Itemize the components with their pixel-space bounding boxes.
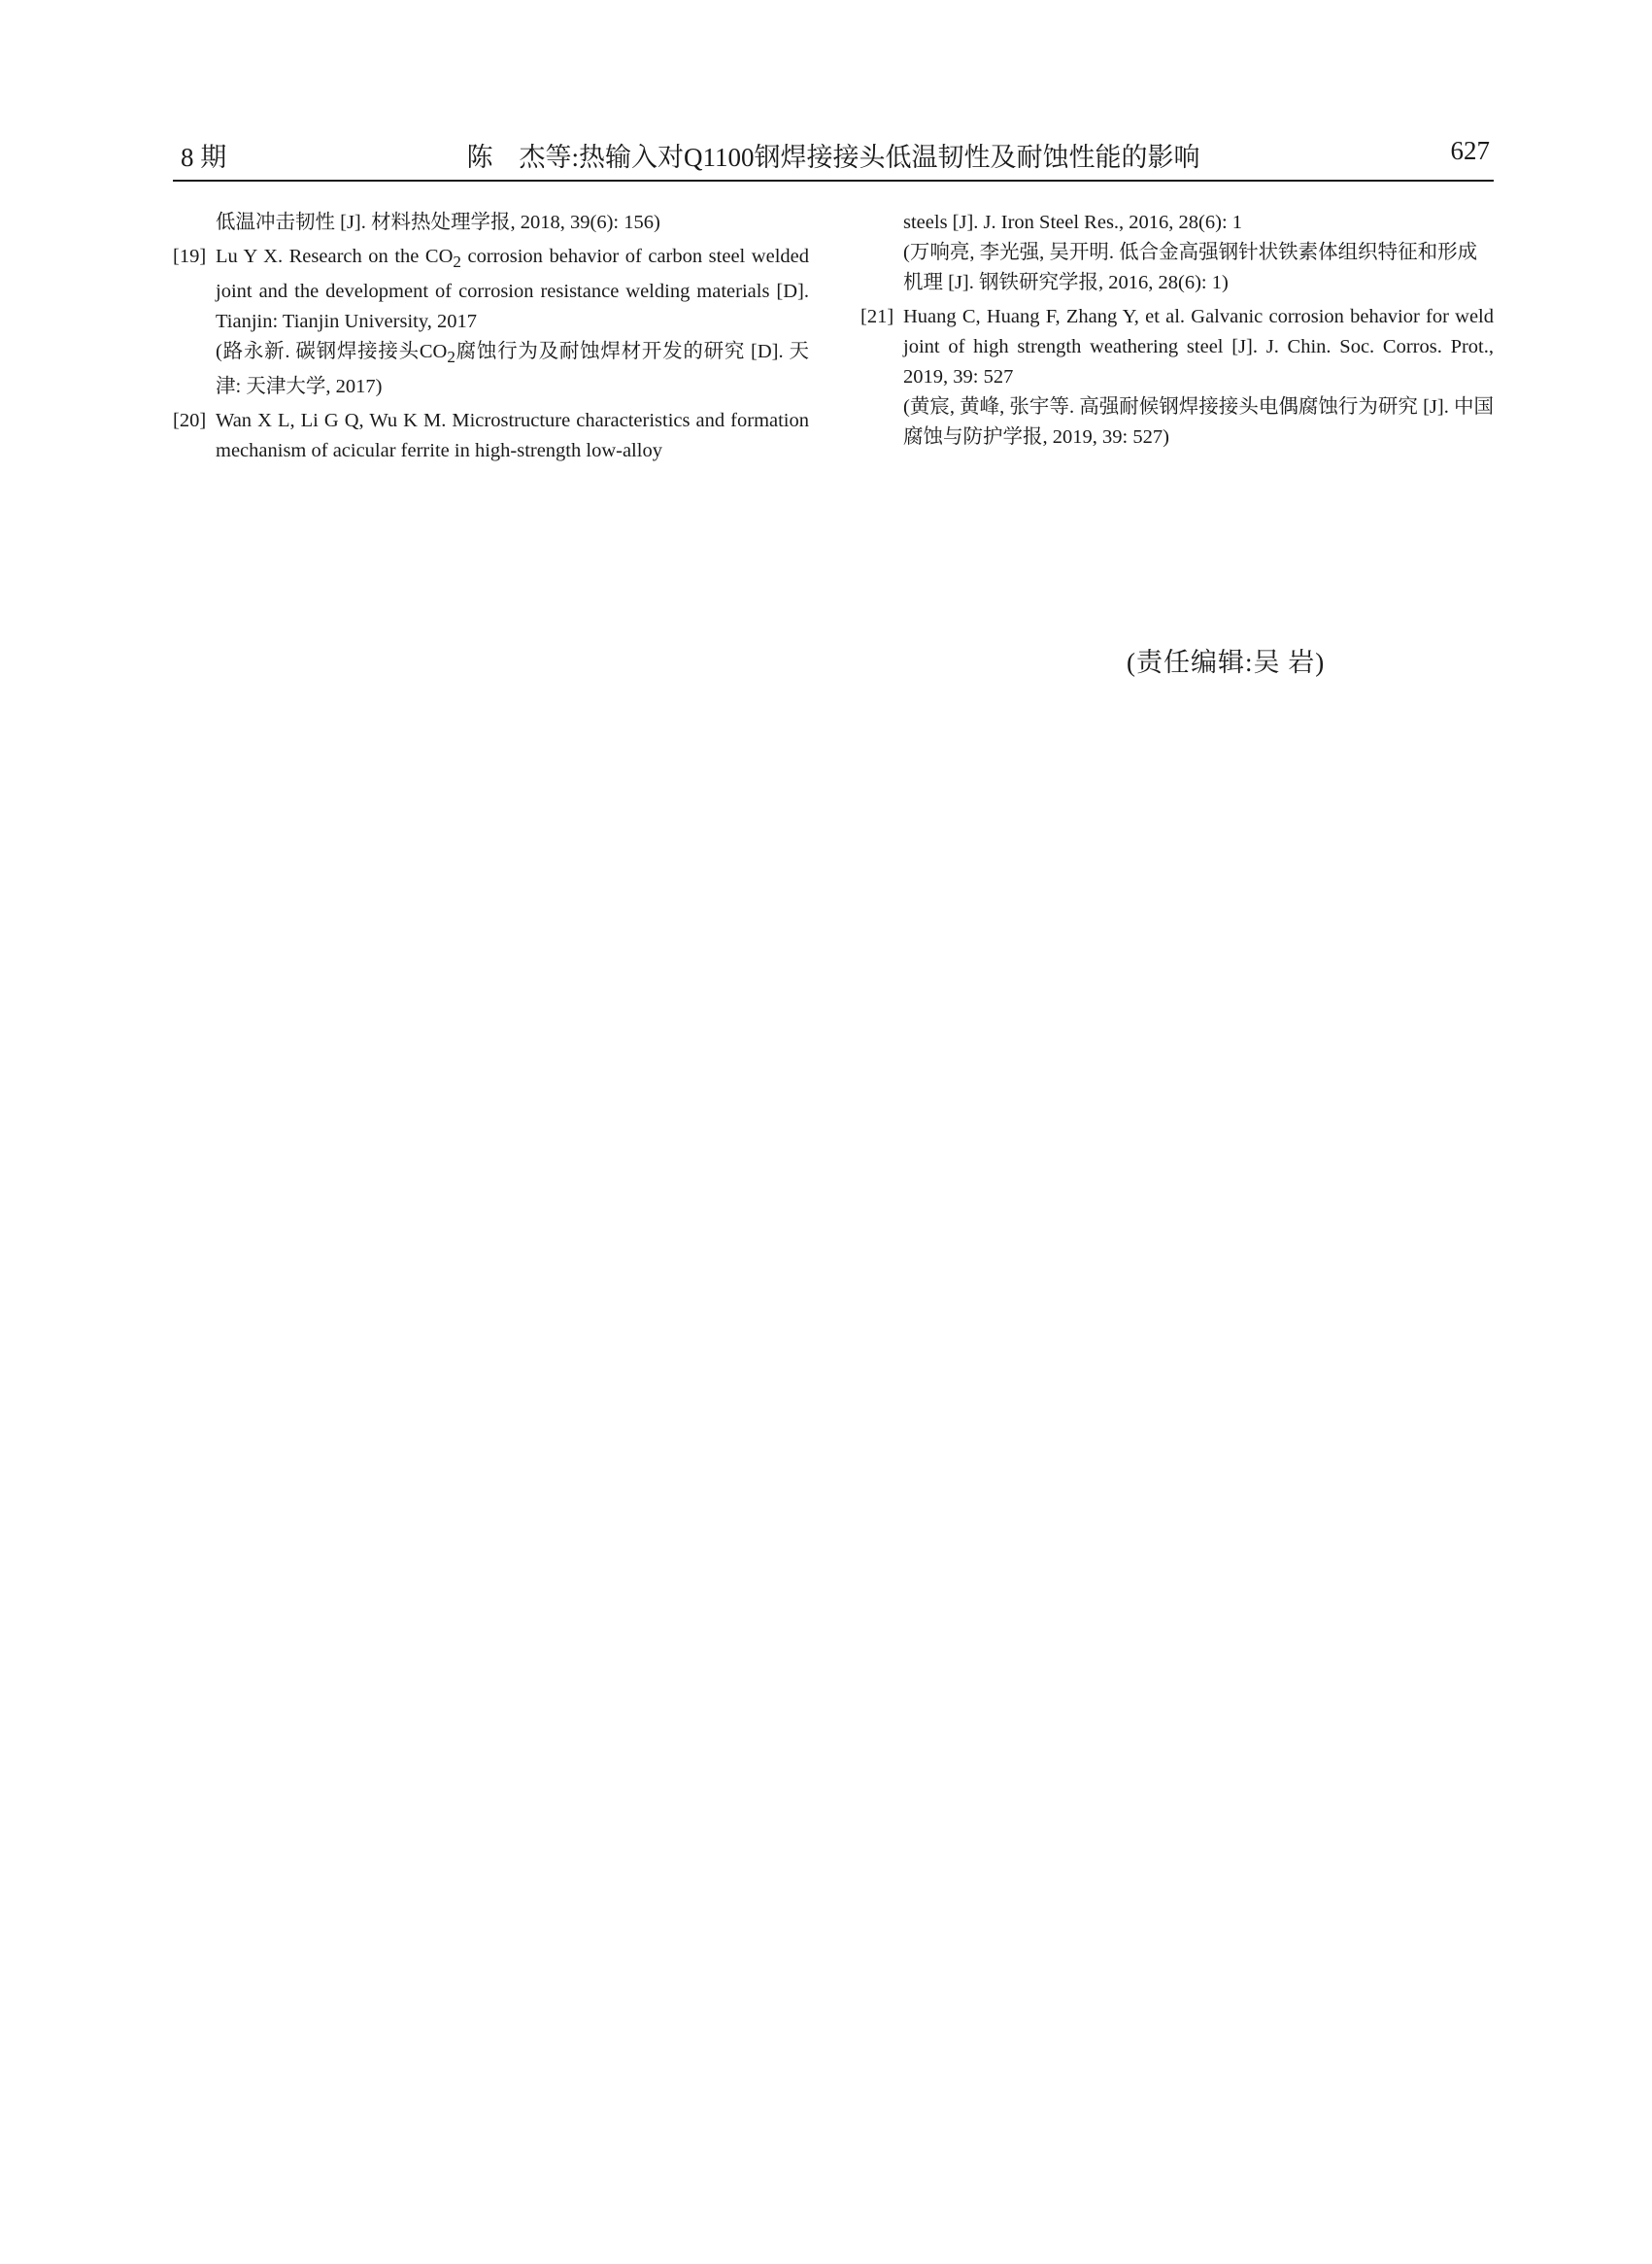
reference-number: [19]: [173, 246, 207, 267]
subscript: 2: [447, 348, 455, 367]
page-number: 627: [1450, 136, 1490, 165]
reference-english: Wan X L, Li G Q, Wu K M. Microstructure characteristics and formation mechanism of acicular ferrite in high-strength low-alloy: [216, 410, 809, 462]
subscript: 2: [453, 253, 461, 272]
left-column: [173, 208, 809, 470]
issue-number: 8 期: [181, 143, 227, 172]
reference-21: [860, 302, 1494, 453]
page-header: [173, 130, 1494, 177]
reference-19: [173, 242, 809, 402]
reference-chinese: (黄宸, 黄峰, 张宇等. 高强耐候钢焊接接头电偶腐蚀行为研究 [J]. 中国腐蚀与防护学报, 2019, 39: 527): [903, 396, 1494, 448]
header-rule: [173, 180, 1494, 182]
reference-english: Lu Y X. Research on the $CO_2$ corrosion behavior of carbon steel welded joint and the development of corrosion resistance welding materials [D]. Tianjin: Tianjin University, 2017: [216, 246, 809, 333]
reference-chinese: (路永新. 碳钢焊接接头$CO_2$腐蚀行为及耐蚀焊材开发的研究 [D]. 天津: 天津大学, 2017): [216, 341, 809, 398]
continuation-text: 低温冲击韧性 [J]. 材料热处理学报, 2018, 39(6): 156): [216, 212, 660, 233]
reference-number: [20]: [173, 410, 207, 432]
continuation-chinese: (万响亮, 李光强, 吴开明. 低合金高强钢针状铁素体组织特征和形成机理 [J]. 钢铁研究学报, 2016, 28(6): 1): [903, 242, 1478, 293]
continuation-english: steels [J]. J. Iron Steel Res., 2016, 28(6): 1: [903, 212, 1243, 233]
reference-continuation: [173, 208, 809, 238]
right-column: [860, 208, 1494, 456]
reference-english: Huang C, Huang F, Zhang Y, et al. Galvanic corrosion behavior for weld joint of high strength weathering steel [J]. J. Chin. Soc. Corros. Prot., 2019, 39: 527: [903, 306, 1494, 388]
running-title: 陈 杰等:热输入对Q1100钢焊接接头低温韧性及耐蚀性能的影响: [466, 143, 1200, 172]
reference-continuation: [860, 208, 1494, 298]
reference-20: [173, 406, 809, 466]
reference-number: [21]: [860, 306, 894, 327]
editor-note: (责任编辑:吴 岩): [1127, 648, 1326, 677]
